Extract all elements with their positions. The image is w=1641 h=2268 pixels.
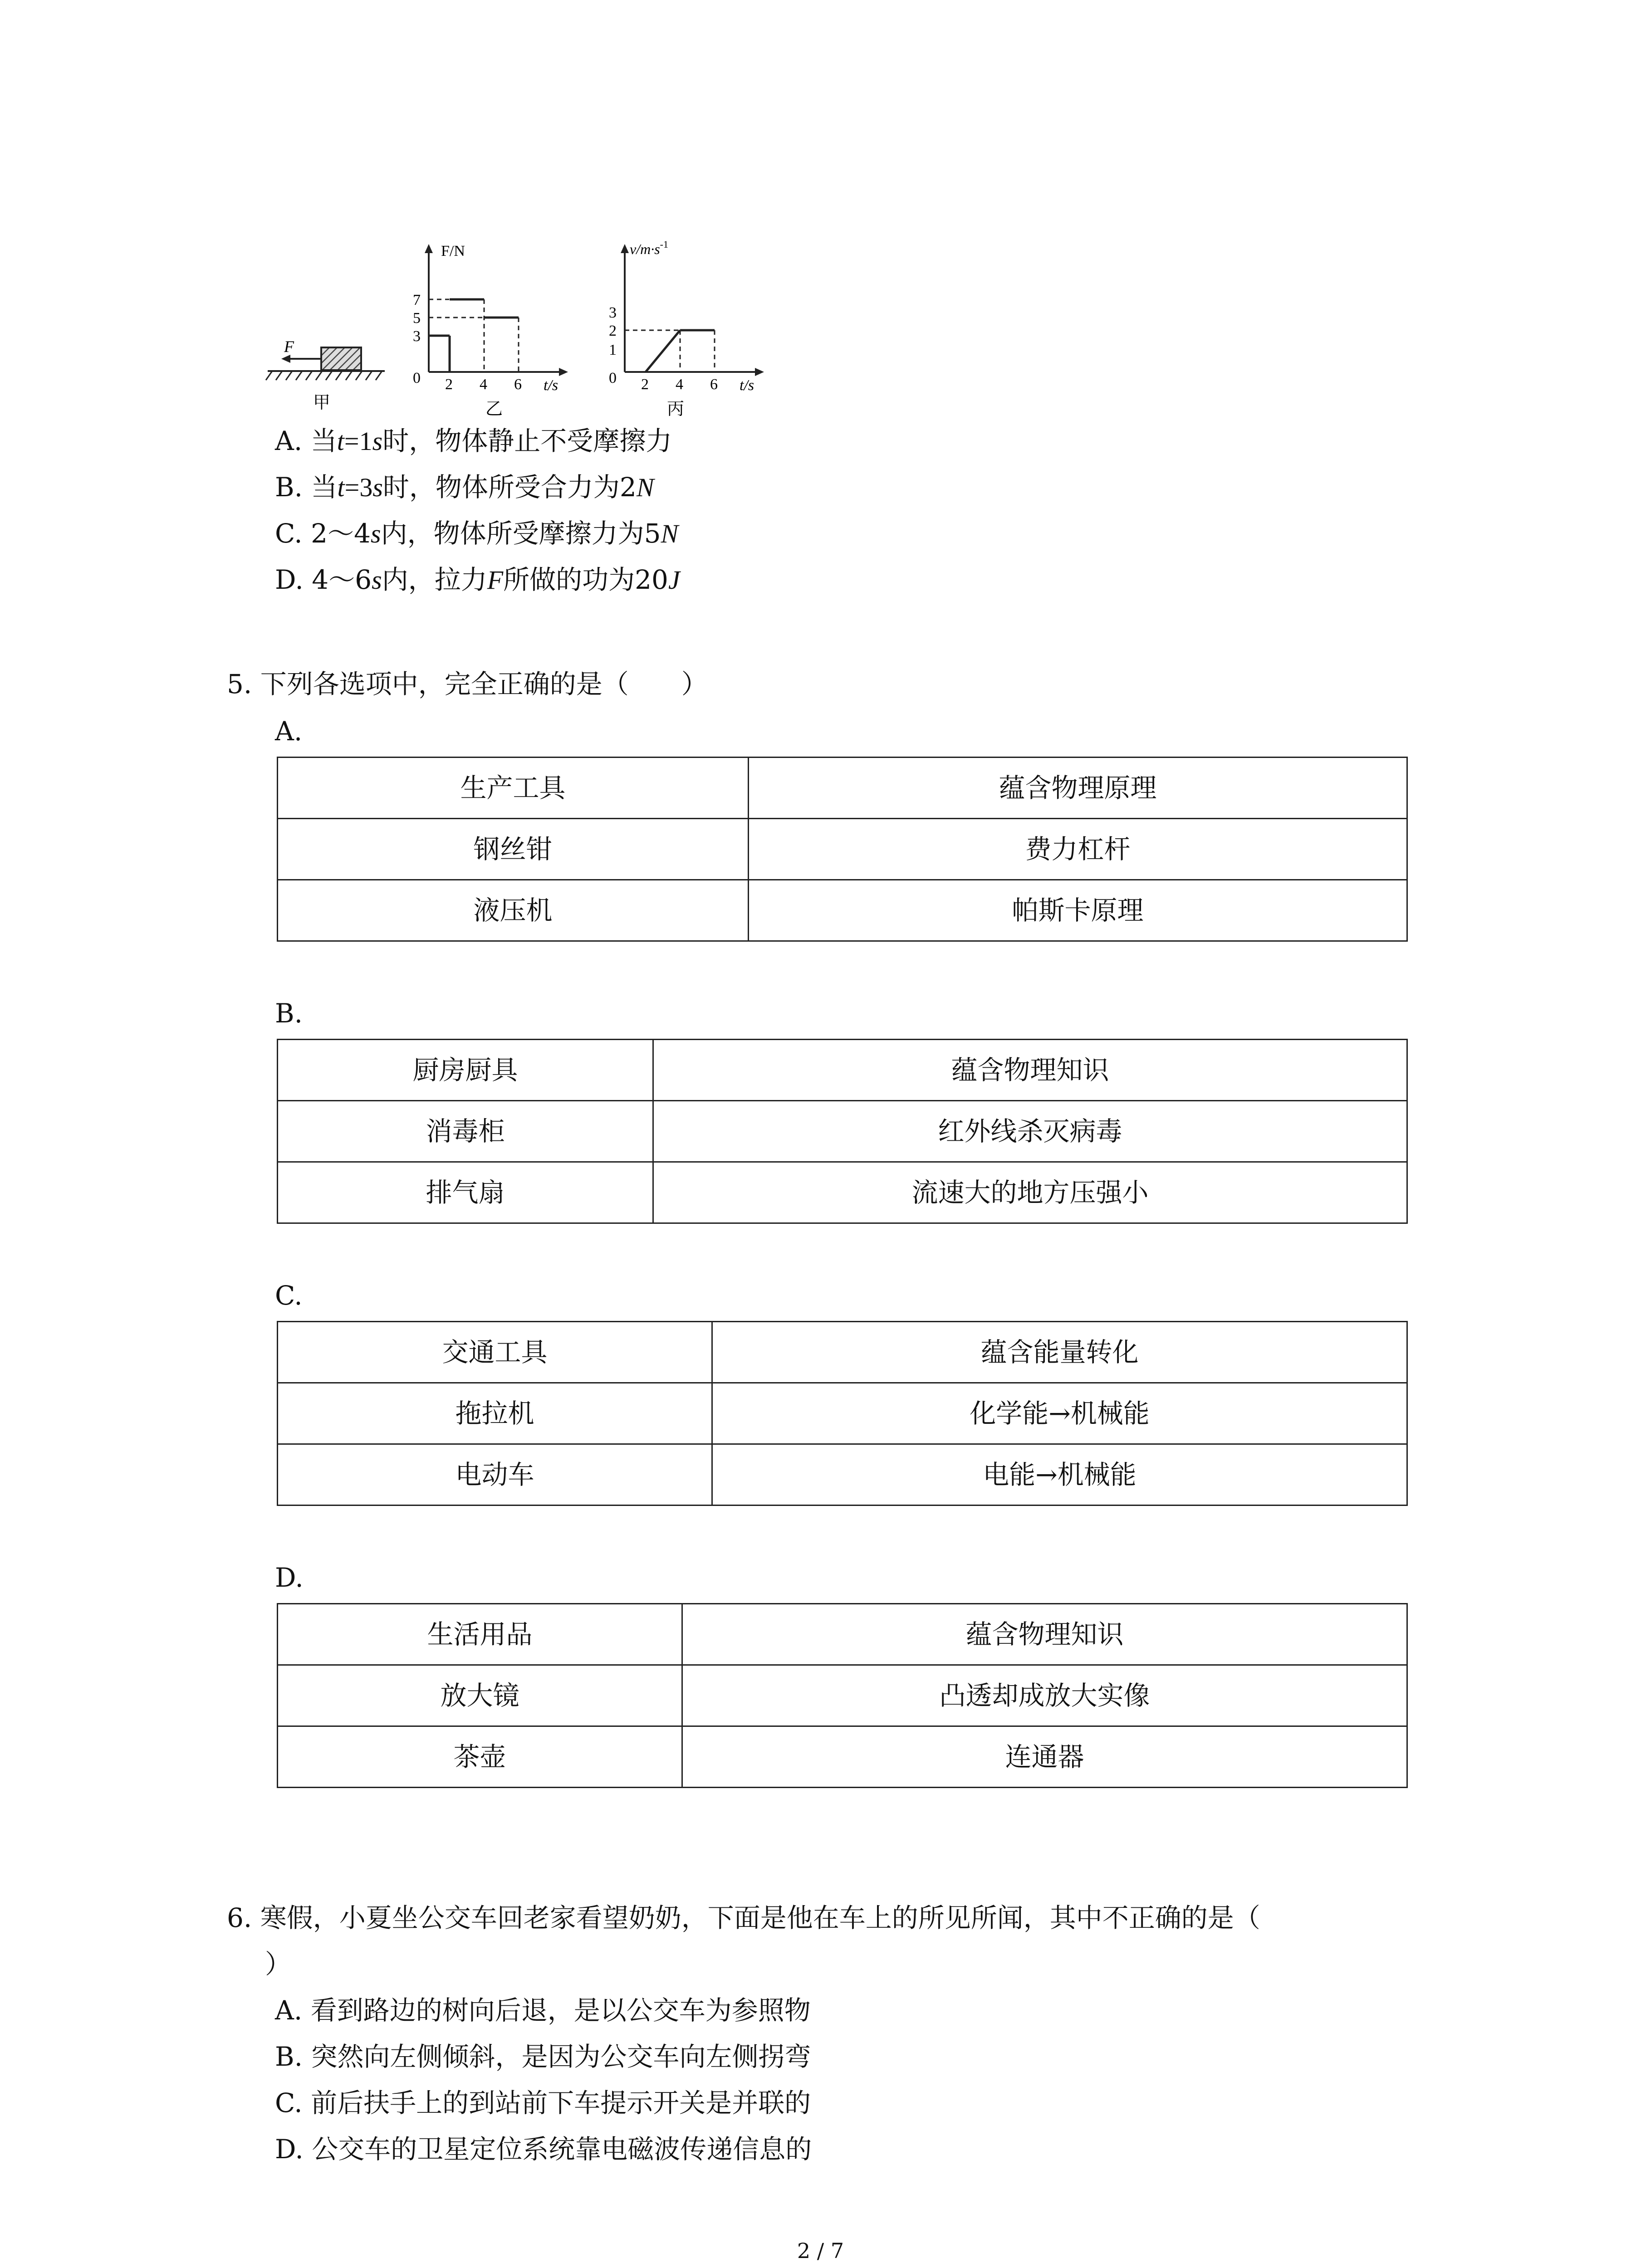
q4-c-rest: 内，物体所受摩擦力为5	[381, 518, 661, 549]
table-cell: 茶壶	[278, 1726, 682, 1788]
x-tick-2: 2	[445, 376, 453, 393]
table-row	[278, 1444, 1407, 1505]
table-cell: 生产工具	[278, 758, 749, 819]
unit-j: J	[668, 565, 680, 595]
table-cell: 蕴含物理知识	[682, 1604, 1407, 1665]
q4-b-rest: 时，物体所受合力为2	[382, 472, 637, 503]
table-cell: 生活用品	[278, 1604, 682, 1665]
y-tick-5: 5	[413, 310, 421, 327]
q5-option-b-table	[277, 1039, 1408, 1224]
q6-option-a[interactable]: A. 看到路边的树向后退，是以公交车为参照物	[275, 1995, 811, 2026]
table-cell: 化学能→机械能	[712, 1383, 1407, 1444]
table-cell: 帕斯卡原理	[749, 880, 1407, 941]
table-cell: 液压机	[278, 880, 749, 941]
x-tick-0: 0	[609, 370, 617, 386]
table-row	[278, 758, 1407, 819]
unit-n: N	[636, 473, 654, 502]
y-tick-7: 7	[413, 292, 421, 308]
unit-n: N	[661, 519, 679, 548]
q4-c-text: C. 2～4	[275, 518, 371, 549]
y-tick-1: 1	[609, 342, 617, 358]
y-arrowhead	[621, 244, 629, 253]
q6-stem-line1: 6. 寒假，小夏坐公交车回老家看望奶奶，下面是他在车上的所见所闻，其中不正确的是（	[227, 1902, 1260, 1933]
x-arrowhead	[559, 368, 568, 376]
force-arrowhead	[281, 355, 290, 363]
table-cell: 流速大的地方压强小	[653, 1162, 1407, 1223]
table-cell: 连通器	[682, 1726, 1407, 1788]
q5-stem: 5. 下列各选项中，完全正确的是（ ）	[227, 669, 708, 699]
table-cell: 电能→机械能	[712, 1444, 1407, 1505]
var-t: t	[337, 426, 344, 456]
q4-a-text: A. 当	[275, 425, 337, 456]
q4-d-text: D. 4～6	[275, 564, 372, 595]
page-number: 2 / 7	[797, 2239, 844, 2263]
table-cell: 交通工具	[278, 1322, 712, 1383]
q4-option-c[interactable]	[275, 515, 678, 552]
table-cell: 钢丝钳	[278, 819, 749, 880]
y-tick-3: 3	[609, 304, 617, 321]
var-f: F	[487, 565, 504, 595]
unit-s: s	[371, 519, 381, 548]
table-cell: 费力杠杆	[749, 819, 1407, 880]
table-cell: 电动车	[278, 1444, 712, 1505]
ground-hatching	[266, 371, 382, 380]
q5-option-b-label[interactable]: B.	[275, 998, 303, 1029]
table-cell: 红外线杀灭病毒	[653, 1101, 1407, 1162]
table-cell: 厨房厨具	[278, 1040, 653, 1101]
y-tick-2: 2	[609, 323, 617, 339]
x-tick-2: 2	[641, 376, 649, 393]
q4-option-d[interactable]	[275, 562, 680, 598]
figure-bing-label: 丙	[667, 400, 685, 419]
table-row	[278, 1604, 1407, 1665]
x-tick-4: 4	[480, 376, 487, 393]
q6-stem-line2: ）	[265, 1949, 292, 1980]
q6-option-d[interactable]: D. 公交车的卫星定位系统靠电磁波传递信息的	[275, 2134, 812, 2165]
var-t: t	[337, 473, 345, 502]
y-axis-label: F/N	[441, 243, 465, 259]
x-axis-label: t/s	[740, 377, 754, 394]
x-axis-label: t/s	[544, 377, 558, 394]
unit-s: s	[372, 565, 382, 595]
guide-lines	[625, 330, 715, 372]
q5-option-a-table	[277, 757, 1408, 942]
table-row	[278, 1040, 1407, 1101]
q4-a-value: =1	[344, 426, 372, 456]
q4-b-value: =3	[344, 473, 373, 502]
force-label: F	[284, 337, 294, 356]
figure-jia	[266, 337, 385, 412]
q6-option-c[interactable]: C. 前后扶手上的到站前下车提示开关是并联的	[275, 2087, 811, 2118]
q5-option-a-label[interactable]: A.	[275, 716, 303, 747]
q4-d-mid: 内，拉力	[382, 564, 487, 595]
table-cell: 放大镜	[278, 1665, 682, 1726]
q6-option-b[interactable]: B. 突然向左侧倾斜，是因为公交车向左侧拐弯	[275, 2041, 811, 2072]
figure-yi-label: 乙	[485, 400, 503, 419]
q4-d-rest: 所做的功为20	[503, 564, 668, 595]
table-row	[278, 1101, 1407, 1162]
question-4-figures	[263, 236, 808, 426]
q5-option-d-label[interactable]: D.	[275, 1562, 304, 1593]
q4-option-b[interactable]	[275, 469, 654, 506]
unit-s: s	[372, 473, 383, 502]
table-row	[278, 1665, 1407, 1726]
q4-option-a[interactable]	[275, 423, 672, 459]
x-tick-0: 0	[413, 370, 421, 386]
table-cell: 排气扇	[278, 1162, 653, 1223]
table-row	[278, 1162, 1407, 1223]
table-cell: 蕴含物理原理	[749, 758, 1407, 819]
table-row	[278, 1383, 1407, 1444]
q5-option-d-table	[277, 1603, 1408, 1788]
table-cell: 蕴含物理知识	[653, 1040, 1407, 1101]
y-tick-3: 3	[413, 328, 421, 345]
y-axis-label: $v/m\cdot s^{-1}$	[630, 239, 668, 257]
table-row	[278, 819, 1407, 880]
q5-option-c-label[interactable]: C.	[275, 1280, 303, 1311]
figure-bing	[609, 239, 764, 419]
q4-a-rest: 时，物体静止不受摩擦力	[382, 425, 672, 456]
block	[321, 347, 361, 370]
x-tick-4: 4	[676, 376, 683, 393]
x-tick-6: 6	[710, 376, 718, 393]
table-row	[278, 880, 1407, 941]
q4-b-text: B. 当	[275, 472, 338, 503]
y-arrowhead	[425, 244, 433, 253]
x-arrowhead	[755, 368, 764, 376]
unit-s: s	[372, 426, 383, 456]
figures-svg	[263, 236, 808, 426]
table-cell: 蕴含能量转化	[712, 1322, 1407, 1383]
figure-yi	[413, 243, 568, 419]
table-row	[278, 1726, 1407, 1788]
table-row	[278, 1322, 1407, 1383]
q5-option-c-table	[277, 1321, 1408, 1506]
force-curve	[429, 299, 519, 372]
table-cell: 拖拉机	[278, 1383, 712, 1444]
figure-jia-label: 甲	[313, 393, 331, 412]
table-cell: 凸透却成放大实像	[682, 1665, 1407, 1726]
table-cell: 消毒柜	[278, 1101, 653, 1162]
x-tick-6: 6	[514, 376, 522, 393]
